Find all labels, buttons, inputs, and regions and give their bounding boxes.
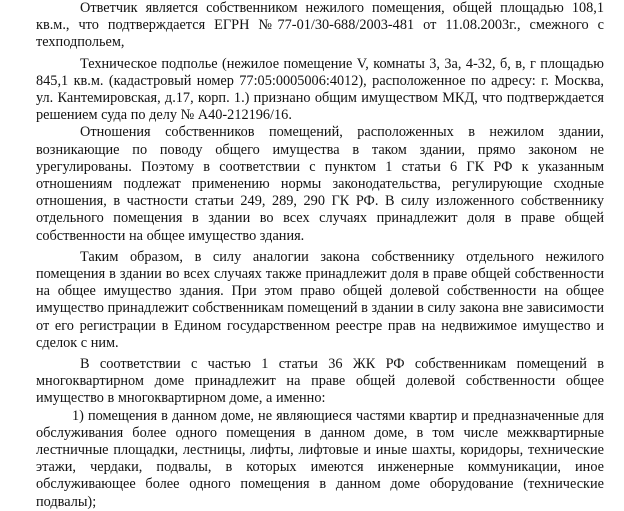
paragraph-law-analogy: Таким образом, в силу аналогии закона собственнику отдельного нежилого помещения в здании во всех случаях также принадлежит доля в праве общей собственности на общее имущество здания. При этом право общей долевой собственности на общее имущество принадлежит собственникам помещений в здании в силу закона вне зависимости от его регистрации в Едином государственном реестре прав на недвижимое имущество и сделок с ним.: [36, 248, 604, 351]
paragraph-list-item-1: 1) помещения в данном доме, не являющиеся частями квартир и предназначенные для обслуживания более одного помещения в данном доме, в том числе межквартирные лестничные площадки, лестницы, лифты, лифтовые и иные шахты, коридоры, технические этажи, чердаки, подвалы, в которых имеются инженерные коммуникации, иное обслуживающее более одного помещения в данном доме оборудование (технические подвалы);: [36, 407, 604, 510]
paragraph-technical-basement: Техническое подполье (нежилое помещение V, комнаты 3, 3а, 4-32, б, в, г площадью 845,1 кв.м. (кадастровый номер 77:05:0005006:4012), расположенное по адресу: г. Москва, ул. Кантемировская, д.17, корп. 1.) признано общим имуществом МКД, что подтверждается решением суда по делу № А40-212196/16.: [36, 55, 604, 124]
paragraph-owner-relations: Отношения собственников помещений, расположенных в нежилом здании, возникающие по поводу общего имущества в таком здании, прямо законом не урегулированы. Поэтому в соответствии с пунктом 1 статьи 6 ГК РФ к указанным отношениям подлежат применению нормы законодательства, регулирующие сходные отношения, в частности статьи 249, 289, 290 ГК РФ. В силу изложенного собственнику отдельного помещения в здании во всех случаях принадлежит доля в праве общей собственности на общее имущество здания.: [36, 124, 604, 244]
paragraph-housing-code: В соответствии с частью 1 статьи 36 ЖК РФ собственникам помещений в многоквартирном доме принадлежит на праве общей долевой собственности общее имущество в многоквартирном доме, а именно:: [36, 356, 604, 407]
paragraph-owner-premises: Ответчик является собственником нежилого помещения, общей площадью 108,1 кв.м., что подтверждается ЕГРН №77-01/30-688/2003-481 от 11.08.2003г., смежного с техподпольем,: [36, 0, 604, 51]
